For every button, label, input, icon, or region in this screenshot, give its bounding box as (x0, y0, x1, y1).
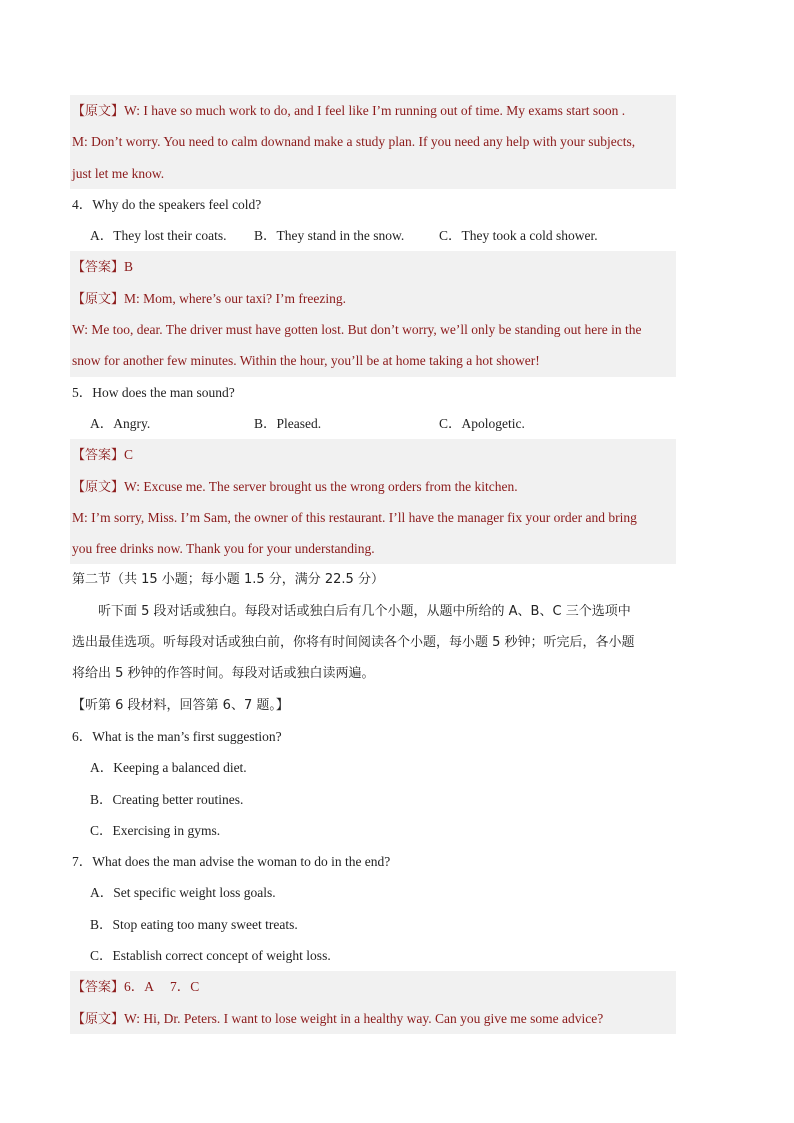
transcript-line: W: Me too, dear. The driver must have gotten lost. But don’t worry, we’ll only be standing out here in the (72, 322, 642, 338)
answer-block-6-7 (70, 971, 676, 1034)
option-a: A．Angry. (90, 415, 151, 431)
option-a: A．Keeping a balanced diet. (90, 760, 247, 776)
subsection-heading: 【听第 6 段材料，回答第 6、7 题。】 (72, 697, 289, 713)
transcript-text: M: Mom, where’s our taxi? I’m freezing. (124, 290, 346, 306)
instruction-line: 选出最佳选项。听每段对话或独白前，你将有时间阅读各个小题，每小题 5 秒钟；听完后，各小题 (72, 635, 635, 651)
transcript-block-3 (70, 95, 676, 189)
answer-value: 6．A (124, 979, 155, 995)
option-b: B．Stop eating too many sweet treats. (90, 916, 298, 932)
answer-tag: 【答案】 (72, 980, 125, 996)
transcript-line: M: Don’t worry. You need to calm downand make a study plan. If you need any help with your subjects, (72, 134, 636, 150)
option-c: C．Establish correct concept of weight loss. (90, 948, 331, 964)
question-7-stem: 7．What does the man advise the woman to do in the end? (72, 854, 391, 870)
page-content (70, 95, 676, 1034)
question-5-stem: 5．How does the man sound? (72, 384, 235, 400)
answer-line (70, 439, 676, 470)
answer-tag: 【答案】 (72, 260, 125, 276)
transcript-tag: 【原文】 (72, 479, 125, 495)
transcript-line (70, 283, 676, 314)
option-b: B．They stand in the snow. (254, 228, 405, 244)
instruction-line: 将给出 5 秒钟的作答时间。每段对话或独白读两遍。 (72, 666, 375, 682)
transcript-tag: 【原文】 (72, 291, 125, 307)
question-4-options (70, 220, 676, 251)
answer-value: B (124, 259, 134, 275)
option-b: B．Pleased. (254, 415, 322, 431)
transcript-text: W: Excuse me. The server brought us the wrong orders from the kitchen. (124, 478, 518, 494)
answer-block-5 (70, 439, 676, 564)
option-c: C．Exercising in gyms. (90, 822, 221, 838)
answer-tag: 【答案】 (72, 448, 125, 464)
transcript-tag: 【原文】 (72, 104, 125, 119)
question-6-stem: 6．What is the man’s first suggestion? (72, 728, 282, 744)
answer-block-4 (70, 251, 676, 376)
transcript-text: W: I have so much work to do, and I feel like I’m running out of time. My exams start soon . (124, 103, 626, 118)
transcript-line: snow for another few minutes. Within the hour, you’ll be at home taking a hot shower! (72, 353, 540, 369)
transcript-line: M: I’m sorry, Miss. I’m Sam, the owner of this restaurant. I’ll have the manager fix your order and bring (72, 509, 637, 525)
instruction-line: 听下面 5 段对话或独白。每段对话或独白后有几个小题，从题中所给的 A、B、C 三个选项中 (98, 603, 631, 619)
answer-value: 7．C (170, 979, 200, 995)
option-c: C．Apologetic. (439, 415, 525, 431)
transcript-line (70, 95, 676, 126)
transcript-line: just let me know. (72, 165, 165, 181)
section-heading: 第二节（共 15 小题；每小题 1.5 分，满分 22.5 分） (72, 572, 384, 588)
transcript-tag: 【原文】 (72, 1011, 125, 1027)
option-b: B．Creating better routines. (90, 791, 244, 807)
option-c: C．They took a cold shower. (439, 228, 598, 244)
option-a: A．They lost their coats. (90, 228, 227, 244)
transcript-text: W: Hi, Dr. Peters. I want to lose weight in a healthy way. Can you give me some advice? (124, 1010, 604, 1026)
answer-line (70, 251, 676, 282)
question-4-stem: 4．Why do the speakers feel cold? (72, 196, 262, 212)
question-5-options (70, 408, 676, 439)
transcript-line: you free drinks now. Thank you for your understanding. (72, 541, 375, 557)
transcript-line (70, 471, 676, 502)
option-a: A．Set specific weight loss goals. (90, 885, 276, 901)
answer-value: C (124, 447, 134, 463)
transcript-line (70, 1003, 676, 1034)
answer-line (70, 971, 676, 1002)
